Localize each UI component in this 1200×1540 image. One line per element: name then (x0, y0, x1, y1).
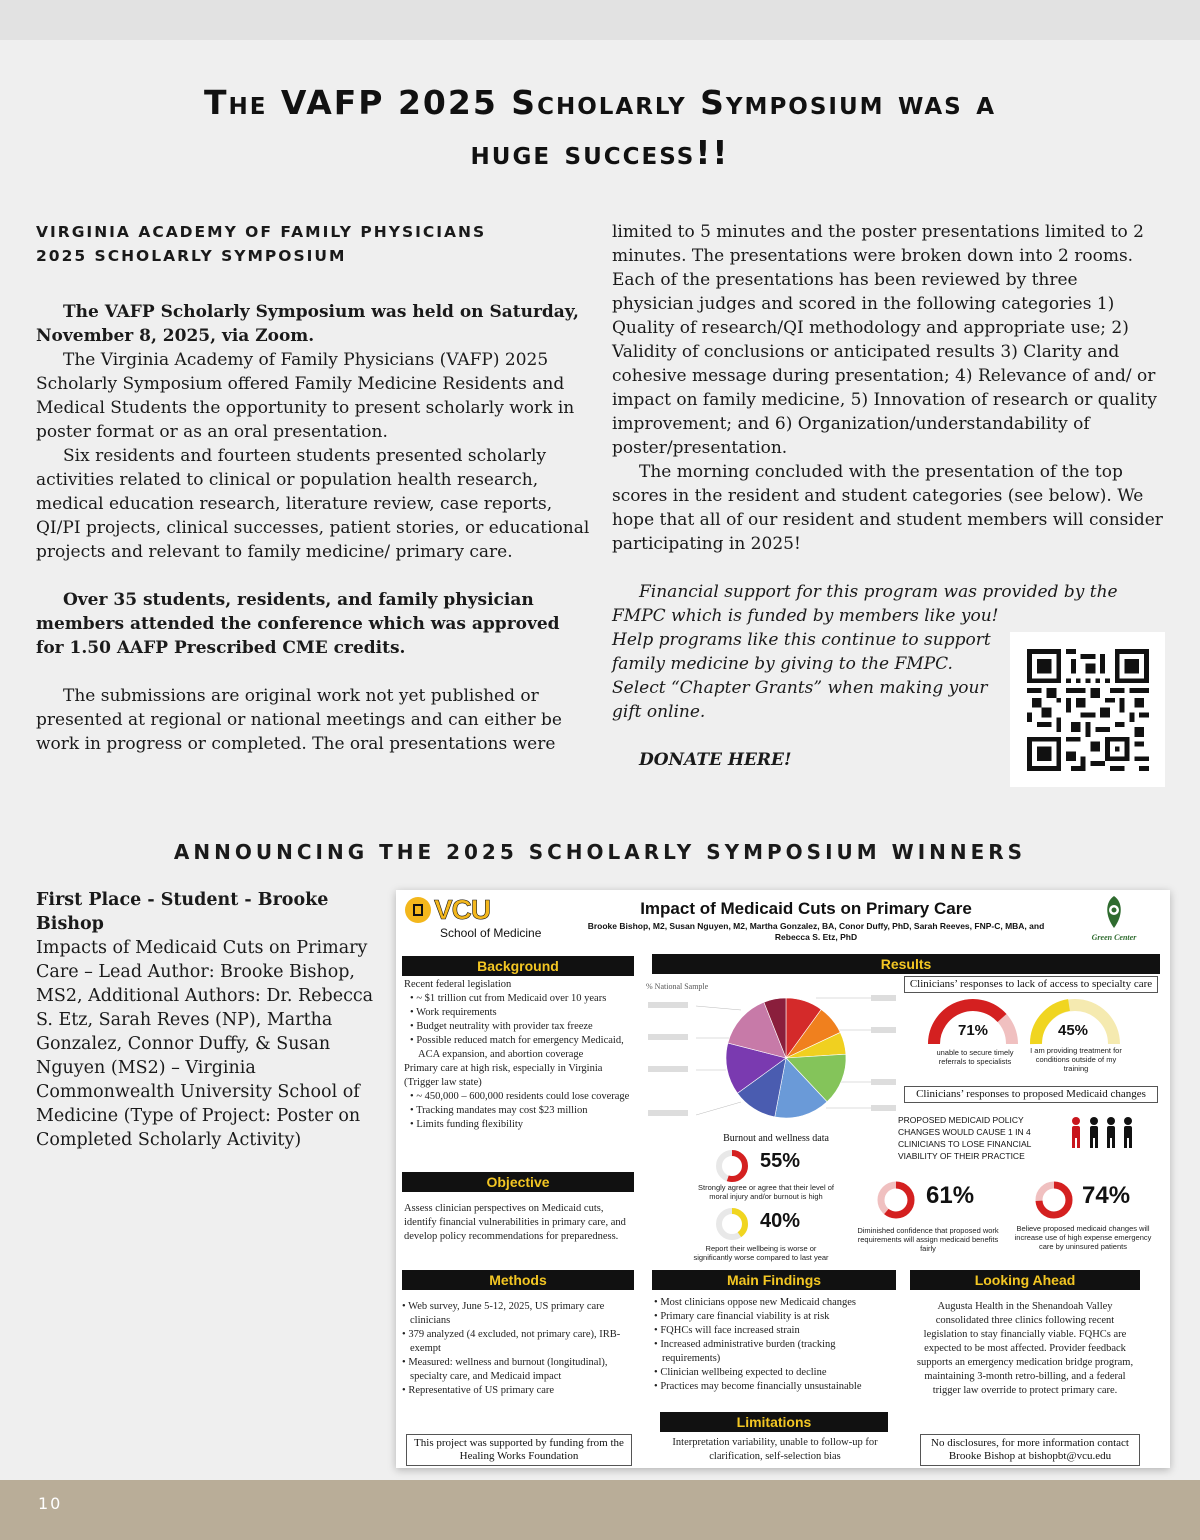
vcu-school-label: School of Medicine (440, 926, 542, 940)
specialty-care-box: Clinicians’ responses to lack of access to specialty care (904, 976, 1158, 993)
vcu-logo (404, 894, 542, 940)
main-findings-list (652, 1296, 896, 1394)
funding-box: This project was supported by funding from the Healing Works Foundation (406, 1434, 632, 1466)
judging-paragraph: limited to 5 minutes and the poster presentations limited to 2 minutes. The presentations were broken down into 2 rooms. Each of the presentations has been reviewed by three physician judges and scored in the following categories 1) Quality of research/QI methodology and appropriate use; 2) Validity of conclusions or anticipated results 3) Clarity and cohesive message during presentation; 4) Relevance of and/ or impact on family medicine, 5) Innovation of research or quality improvement; and 6) Organization/understandability of poster/presentation. (612, 222, 1157, 458)
donate-link[interactable]: DONATE HERE! (639, 750, 792, 770)
first-place-label: First Place - Student - Brooke Bishop (36, 890, 329, 934)
donut-61-caption: Diminished confidence that proposed work requirements will assign medicaid benefits fairly (857, 1226, 999, 1253)
gauge-71-caption: unable to secure timely referrals to specialists (936, 1048, 1014, 1066)
support-line-1: Financial support for this program was provided by the (639, 582, 1118, 602)
gauge-45-caption: I am providing treatment for conditions outside of my training (1030, 1046, 1122, 1073)
people-icon (1068, 1116, 1136, 1150)
first-place-entry (36, 888, 376, 1152)
medicaid-changes-box: Clinicians’ responses to proposed Medicaid changes (904, 1086, 1158, 1103)
first-place-description: Impacts of Medicaid Cuts on Primary Care – Lead Author: Brooke Bishop, MS2, Additional Authors: Dr. Rebecca S. Etz, Sarah Reves (NP), Martha Gonzalez, Connor Duffy, & Susan Nguyen (MS2) – Virginia Commonwealth University School of Medicine (Type of Project: Poster on Completed Scholarly Activity) (36, 938, 374, 1150)
burnout-label: Burnout and wellness data (723, 1133, 829, 1144)
methods-list (400, 1300, 636, 1398)
results-heading: Results (652, 954, 1160, 974)
background-heading: Background (402, 956, 634, 976)
event-date-paragraph: The VAFP Scholarly Symposium was held on Saturday, November 8, 2025, via Zoom. (36, 302, 579, 346)
headline-line-1: The VAFP 2025 Scholarly Symposium was a (203, 83, 997, 122)
page-headline (60, 78, 1140, 178)
main-findings-heading: Main Findings (652, 1270, 896, 1290)
qr-code-icon (1027, 649, 1149, 771)
donut-61-percent: 61% (926, 1182, 975, 1209)
top-band (0, 0, 1200, 40)
methods-item: • Web survey, June 5-12, 2025, US primary care clinicians (400, 1300, 636, 1328)
section-heading-line-2: 2025 SCHOLARLY SYMPOSIUM (36, 247, 347, 265)
background-list (404, 978, 636, 1132)
green-center-leaf-icon (1101, 894, 1127, 930)
limitations-text: Interpretation variability, unable to follow-up for clarification, self-selection bias (672, 1437, 878, 1462)
background-item: • Limits funding flexibility (408, 1118, 636, 1132)
vcu-wordmark: VCU (434, 894, 491, 925)
donut-61 (876, 1180, 916, 1220)
support-line-4: family medicine by giving to the FMPC. (612, 654, 953, 674)
looking-ahead-text: Augusta Health in the Shenandoah Valley consolidated three clinics following recent legislation to stay financially viable. FQHCs are expected to be most affected. Provider feedback supports an emergency medication bridge program, maintaining 3-month retro-billing, and a federal trigger law override to protect primary care. (916, 1301, 1134, 1396)
disclosure-box: No disclosures, for more information contact Brooke Bishop at bishopbt@vcu.edu (920, 1434, 1140, 1466)
burnout-2-percent: 40% (760, 1210, 801, 1232)
attendance-paragraph: Over 35 students, residents, and family physician members attended the conference which was approved for 1.50 AAFP Prescribed CME credits. (36, 590, 560, 658)
pie-chart (646, 990, 896, 1140)
objective-heading: Objective (402, 1172, 634, 1192)
poster-authors: Brooke Bishop, M2, Susan Nguyen, M2, Martha Gonzalez, BA, Conor Duffy, PhD, Sarah Reeves, FNP-C, MBA, and Rebecca S. Etz, PhD (587, 921, 1045, 942)
submissions-paragraph: The submissions are original work not yet published or presented at regional or national meetings and can either be work in progress or completed. The oral presentations were (36, 686, 562, 754)
background-item: • ~ 450,000 – 600,000 residents could lose coverage (408, 1090, 636, 1104)
conclusion-paragraph: The morning concluded with the presentation of the top scores in the resident and student categories (see below). We hope that all of our resident and student members will consider participating in 2025! (612, 462, 1163, 554)
limitations-heading: Limitations (660, 1412, 888, 1432)
findings-item: • Primary care financial viability is at risk (652, 1310, 896, 1324)
support-line-5: Select “Chapter Grants” when making your (612, 678, 988, 698)
looking-ahead-heading: Looking Ahead (910, 1270, 1140, 1290)
section-heading-line-1: VIRGINIA ACADEMY OF FAMILY PHYSICIANS (36, 223, 487, 241)
intro-paragraph: The Virginia Academy of Family Physicians (VAFP) 2025 Scholarly Symposium offered Family Medicine Residents and Medical Students the opportunity to present scholarly work in poster format or as an oral presentation. (36, 350, 575, 442)
methods-item: • Measured: wellness and burnout (longitudinal), specialty care, and Medicaid impact (400, 1356, 636, 1384)
winners-heading: ANNOUNCING THE 2025 SCHOLARLY SYMPOSIUM WINNERS (173, 840, 1027, 864)
page-footer (0, 1480, 1200, 1540)
section-heading (36, 220, 590, 268)
background-item: • Possible reduced match for emergency Medicaid, ACA expansion, and abortion coverage (408, 1034, 636, 1062)
methods-item: • Representative of US primary care (400, 1384, 636, 1398)
background-item: Primary care at high risk, especially in Virginia (Trigger law state) (404, 1063, 603, 1088)
findings-item: • Clinician wellbeing expected to decline (652, 1366, 896, 1380)
presenters-paragraph: Six residents and fourteen students presented scholarly activities related to clinical or population health research, medical education research, literature review, case reports, QI/PI projects, clinical successes, patient stories, or educational projects and relevant to family medicine/ primary care. (36, 446, 590, 562)
green-center-label: Green Center (1091, 933, 1137, 942)
burnout-donut-1 (714, 1148, 750, 1184)
gauge-71-percent: 71% (958, 1022, 989, 1039)
donut-74 (1034, 1180, 1074, 1220)
background-item: • Work requirements (408, 1006, 636, 1020)
support-line-2: FMPC which is funded by members like you! (612, 606, 999, 626)
policy-statement: PROPOSED MEDICAID POLICY CHANGES WOULD CAUSE 1 IN 4 CLINICIANS TO LOSE FINANCIAL VIABILITY OF THEIR PRACTICE (898, 1115, 1032, 1161)
pie-label: % National Sample (646, 982, 709, 991)
findings-item: • Most clinicians oppose new Medicaid changes (652, 1296, 896, 1310)
donut-74-percent: 74% (1082, 1182, 1131, 1209)
methods-item: • 379 analyzed (4 excluded, not primary care), IRB-exempt (400, 1328, 636, 1356)
support-line-6: gift online. (612, 702, 706, 722)
methods-heading: Methods (402, 1270, 634, 1290)
background-item: • Budget neutrality with provider tax freeze (408, 1020, 636, 1034)
findings-item: • Practices may become financially unsustainable (652, 1380, 896, 1394)
burnout-1-percent: 55% (760, 1150, 801, 1172)
background-item: • ~ $1 trillion cut from Medicaid over 10 years (408, 992, 636, 1006)
donate-qr-code[interactable] (1010, 632, 1165, 787)
left-column (36, 220, 590, 756)
background-item: Recent federal legislation (404, 979, 512, 990)
objective-text: Assess clinician perspectives on Medicaid cuts, identify financial vulnerabilities in primary care, and develop policy recommendations for preparedness. (404, 1203, 626, 1242)
burnout-1-caption: Strongly agree or agree that their level of moral injury and/or burnout is high (698, 1183, 834, 1201)
page-number: 10 (38, 1494, 63, 1513)
burnout-2-caption: Report their wellbeing is worse or significantly worse compared to last year (693, 1244, 829, 1262)
background-item: • Tracking mandates may cost $23 million (408, 1104, 636, 1118)
donut-74-caption: Believe proposed medicaid changes will increase use of high expense emergency care by uninsured patients (1014, 1224, 1152, 1251)
gauge-45-percent: 45% (1058, 1022, 1089, 1039)
burnout-donut-2 (714, 1206, 750, 1242)
findings-item: • Increased administrative burden (tracking requirements) (652, 1338, 896, 1366)
headline-line-2: huge success!! (470, 133, 730, 172)
poster-title: Impact of Medicaid Cuts on Primary Care (640, 899, 972, 918)
support-line-3: Help programs like this continue to support (612, 630, 991, 650)
winning-poster (396, 890, 1170, 1468)
green-center-logo (1074, 894, 1154, 942)
findings-item: • FQHCs will face increased strain (652, 1324, 896, 1338)
